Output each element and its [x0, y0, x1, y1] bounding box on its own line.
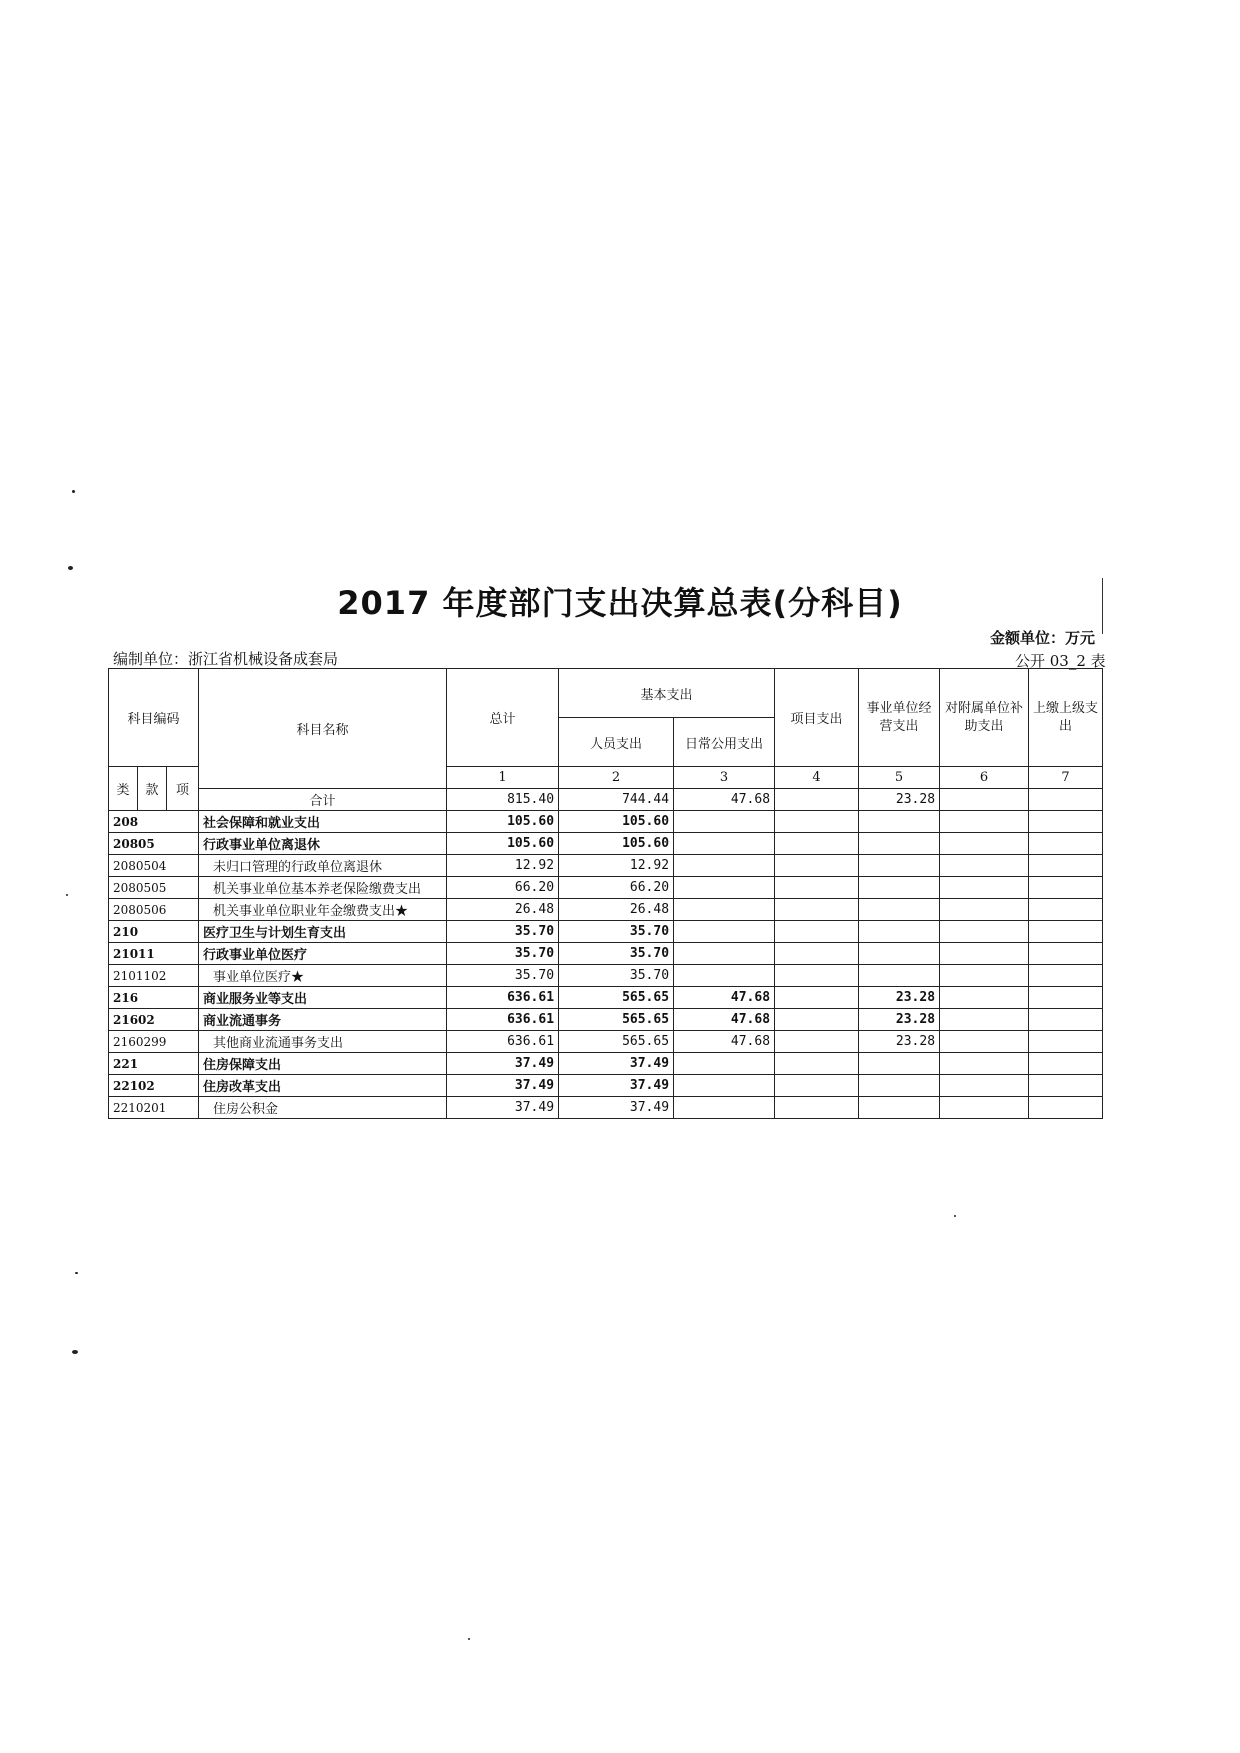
row-total: 35.70: [447, 965, 559, 987]
row-subject-code: 216: [109, 987, 199, 1009]
page-title: 2017 年度部门支出决算总表(分科目): [337, 584, 903, 622]
row-subject-code: 21602: [109, 1009, 199, 1031]
row-total: 35.70: [447, 921, 559, 943]
row-project: [775, 899, 859, 921]
total-row-upper: [1029, 789, 1103, 811]
title-edge-rule: [1102, 578, 1103, 634]
header-basic-expenditure: 基本支出: [559, 669, 775, 718]
row-daily-public: [674, 811, 775, 833]
table-body: [109, 811, 1103, 1119]
table-row: [109, 921, 1103, 943]
row-upper: [1029, 965, 1103, 987]
row-subsidy: [940, 1075, 1029, 1097]
table-row: [109, 1053, 1103, 1075]
table-row: [109, 899, 1103, 921]
header-total: 总计: [447, 669, 559, 767]
row-subject-name: 事业单位医疗★: [199, 965, 447, 987]
row-subject-code: 2080505: [109, 877, 199, 899]
scan-speck: [75, 1272, 78, 1274]
table-row: [109, 811, 1103, 833]
compiling-unit-label: 编制单位：浙江省机械设备成套局: [113, 650, 339, 668]
row-upper: [1029, 1009, 1103, 1031]
row-total: 636.61: [447, 1009, 559, 1031]
row-upper: [1029, 1053, 1103, 1075]
row-total: 636.61: [447, 987, 559, 1009]
row-subject-name: 住房保障支出: [199, 1053, 447, 1075]
row-business: [859, 965, 940, 987]
row-total: 37.49: [447, 1075, 559, 1097]
table-row: [109, 965, 1103, 987]
row-subject-name: 住房改革支出: [199, 1075, 447, 1097]
total-row: [109, 789, 1103, 811]
row-personnel: 37.49: [559, 1075, 674, 1097]
row-subsidy: [940, 899, 1029, 921]
col-number: 5: [859, 767, 940, 789]
row-subject-name: 社会保障和就业支出: [199, 811, 447, 833]
row-total: 37.49: [447, 1053, 559, 1075]
row-subsidy: [940, 1053, 1029, 1075]
row-daily-public: [674, 921, 775, 943]
header-business-expenditure: 事业单位经营支出: [859, 669, 940, 767]
expenditure-table: [108, 668, 1103, 1119]
row-daily-public: 47.68: [674, 1031, 775, 1053]
row-personnel: 565.65: [559, 1009, 674, 1031]
row-total: 636.61: [447, 1031, 559, 1053]
row-daily-public: [674, 1075, 775, 1097]
row-subject-code: 22102: [109, 1075, 199, 1097]
col-number: 2: [559, 767, 674, 789]
row-total: 105.60: [447, 811, 559, 833]
row-subsidy: [940, 1097, 1029, 1119]
col-number: 3: [674, 767, 775, 789]
row-personnel: 37.49: [559, 1053, 674, 1075]
row-daily-public: [674, 855, 775, 877]
row-personnel: 37.49: [559, 1097, 674, 1119]
table-header: [109, 669, 1103, 811]
col-number: 4: [775, 767, 859, 789]
table-row: [109, 1097, 1103, 1119]
row-business: 23.28: [859, 987, 940, 1009]
row-subsidy: [940, 811, 1029, 833]
row-subject-name: 行政事业单位离退休: [199, 833, 447, 855]
row-daily-public: [674, 877, 775, 899]
row-daily-public: 47.68: [674, 987, 775, 1009]
scan-speck: [72, 1350, 78, 1354]
row-business: 23.28: [859, 1009, 940, 1031]
row-project: [775, 1031, 859, 1053]
row-project: [775, 877, 859, 899]
total-row-business: 23.28: [859, 789, 940, 811]
header-kuan: 款: [138, 767, 167, 811]
row-subject-name: 医疗卫生与计划生育支出: [199, 921, 447, 943]
header-xiang: 项: [167, 767, 199, 811]
row-daily-public: [674, 899, 775, 921]
row-project: [775, 943, 859, 965]
row-upper: [1029, 833, 1103, 855]
row-business: [859, 1053, 940, 1075]
total-row-project: [775, 789, 859, 811]
row-upper: [1029, 1075, 1103, 1097]
total-row-total: 815.40: [447, 789, 559, 811]
row-project: [775, 811, 859, 833]
row-subsidy: [940, 1009, 1029, 1031]
row-subject-code: 20805: [109, 833, 199, 855]
col-number: 7: [1029, 767, 1103, 789]
row-business: [859, 833, 940, 855]
row-subject-code: 2101102: [109, 965, 199, 987]
row-upper: [1029, 877, 1103, 899]
row-business: [859, 877, 940, 899]
table-row: [109, 1031, 1103, 1053]
row-subject-code: 21011: [109, 943, 199, 965]
row-business: 23.28: [859, 1031, 940, 1053]
header-daily-public: 日常公用支出: [674, 718, 775, 767]
row-subject-code: 2080504: [109, 855, 199, 877]
row-subject-code: 2210201: [109, 1097, 199, 1119]
row-project: [775, 987, 859, 1009]
row-business: [859, 1097, 940, 1119]
row-project: [775, 1075, 859, 1097]
row-business: [859, 899, 940, 921]
col-number: 1: [447, 767, 559, 789]
row-personnel: 35.70: [559, 921, 674, 943]
row-daily-public: [674, 833, 775, 855]
row-personnel: 66.20: [559, 877, 674, 899]
row-upper: [1029, 1097, 1103, 1119]
row-personnel: 26.48: [559, 899, 674, 921]
header-upper-expenditure: 上缴上级支出: [1029, 669, 1103, 767]
form-number-label: 公开 03_2 表: [1015, 652, 1106, 670]
row-daily-public: [674, 1097, 775, 1119]
row-personnel: 565.65: [559, 1031, 674, 1053]
row-subject-name: 商业服务业等支出: [199, 987, 447, 1009]
row-total: 105.60: [447, 833, 559, 855]
row-subsidy: [940, 921, 1029, 943]
row-business: [859, 811, 940, 833]
table-row: [109, 833, 1103, 855]
row-subject-code: 2080506: [109, 899, 199, 921]
row-project: [775, 965, 859, 987]
row-daily-public: [674, 943, 775, 965]
row-subsidy: [940, 987, 1029, 1009]
row-total: 66.20: [447, 877, 559, 899]
total-row-daily: 47.68: [674, 789, 775, 811]
row-personnel: 565.65: [559, 987, 674, 1009]
row-daily-public: 47.68: [674, 1009, 775, 1031]
header-personnel: 人员支出: [559, 718, 674, 767]
col-number: 6: [940, 767, 1029, 789]
amount-unit-label: 金额单位：万元: [990, 629, 1096, 647]
row-subsidy: [940, 943, 1029, 965]
row-upper: [1029, 1031, 1103, 1053]
row-total: 12.92: [447, 855, 559, 877]
row-personnel: 105.60: [559, 833, 674, 855]
header-lei: 类: [109, 767, 138, 811]
row-upper: [1029, 899, 1103, 921]
table-row: [109, 877, 1103, 899]
row-daily-public: [674, 965, 775, 987]
row-project: [775, 1097, 859, 1119]
row-upper: [1029, 855, 1103, 877]
scan-speck: [68, 566, 73, 570]
scan-speck: [954, 1215, 956, 1217]
row-subject-code: 210: [109, 921, 199, 943]
row-personnel: 35.70: [559, 943, 674, 965]
total-row-personnel: 744.44: [559, 789, 674, 811]
row-project: [775, 1053, 859, 1075]
row-upper: [1029, 921, 1103, 943]
scan-speck: [72, 490, 75, 493]
row-subsidy: [940, 965, 1029, 987]
row-subject-name: 未归口管理的行政单位离退休: [199, 855, 447, 877]
table-row: [109, 855, 1103, 877]
row-daily-public: [674, 1053, 775, 1075]
row-business: [859, 943, 940, 965]
row-subsidy: [940, 855, 1029, 877]
header-project-expenditure: 项目支出: [775, 669, 859, 767]
table-row: [109, 1009, 1103, 1031]
header-subject-name: 科目名称: [199, 669, 447, 789]
row-project: [775, 833, 859, 855]
row-subject-name: 住房公积金: [199, 1097, 447, 1119]
row-subject-name: 机关事业单位职业年金缴费支出★: [199, 899, 447, 921]
header-subsidy-expenditure: 对附属单位补助支出: [940, 669, 1029, 767]
table-row: [109, 987, 1103, 1009]
table-row: [109, 1075, 1103, 1097]
row-business: [859, 855, 940, 877]
row-total: 35.70: [447, 943, 559, 965]
scan-speck: [66, 894, 68, 896]
row-subsidy: [940, 833, 1029, 855]
row-personnel: 35.70: [559, 965, 674, 987]
row-upper: [1029, 987, 1103, 1009]
row-subject-name: 其他商业流通事务支出: [199, 1031, 447, 1053]
row-business: [859, 1075, 940, 1097]
row-business: [859, 921, 940, 943]
row-total: 26.48: [447, 899, 559, 921]
row-subject-name: 行政事业单位医疗: [199, 943, 447, 965]
total-row-label: 合计: [199, 789, 447, 811]
row-project: [775, 1009, 859, 1031]
row-subject-code: 2160299: [109, 1031, 199, 1053]
row-subject-name: 商业流通事务: [199, 1009, 447, 1031]
row-upper: [1029, 943, 1103, 965]
row-personnel: 105.60: [559, 811, 674, 833]
row-total: 37.49: [447, 1097, 559, 1119]
row-subject-code: 208: [109, 811, 199, 833]
scan-speck: [468, 1638, 470, 1640]
total-row-subsidy: [940, 789, 1029, 811]
header-subject-code: 科目编码: [109, 669, 199, 767]
row-subsidy: [940, 877, 1029, 899]
table-row: [109, 943, 1103, 965]
row-subsidy: [940, 1031, 1029, 1053]
row-personnel: 12.92: [559, 855, 674, 877]
row-subject-code: 221: [109, 1053, 199, 1075]
row-upper: [1029, 811, 1103, 833]
row-subject-name: 机关事业单位基本养老保险缴费支出: [199, 877, 447, 899]
row-project: [775, 921, 859, 943]
row-project: [775, 855, 859, 877]
